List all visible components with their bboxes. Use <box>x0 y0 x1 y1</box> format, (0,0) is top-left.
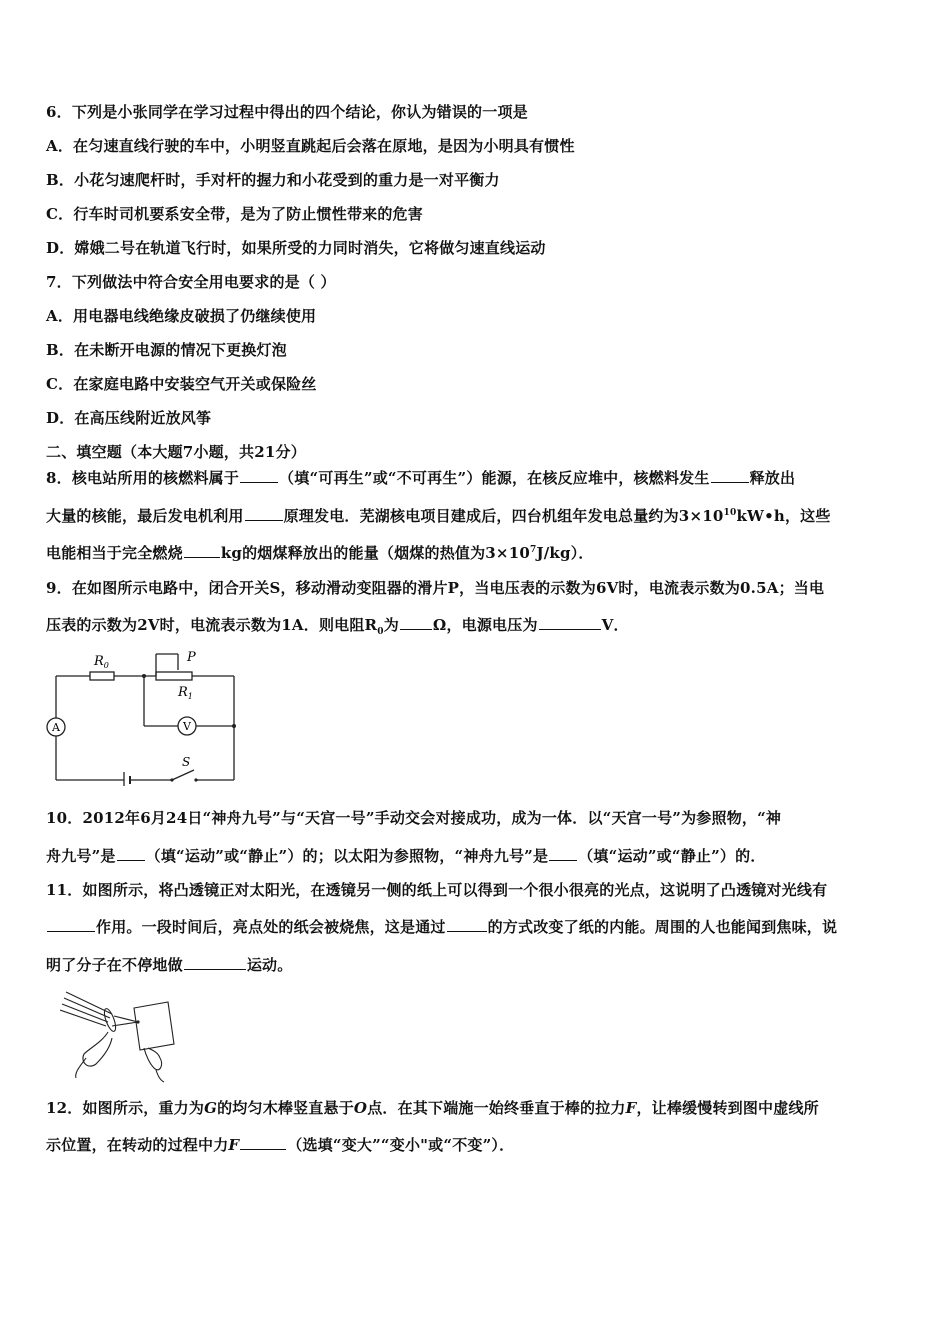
q6-option-d: D．嫦娥二号在轨道飞行时，如果所受的力同时消失，它将做匀速直线运动 <box>46 239 546 257</box>
junction-dot <box>142 674 146 678</box>
q7-stem: 7．下列做法中符合安全用电要求的是（ ） <box>46 273 336 291</box>
q6-option-a: A．在匀速直线行驶的车中，小明竖直跳起后会落在原地，是因为小明具有惯性 <box>46 137 575 155</box>
q12-blank-1[interactable] <box>240 1135 286 1150</box>
label-r0: $R_0$ <box>94 654 109 670</box>
q11-blank-3[interactable] <box>184 955 246 970</box>
label-switch: S <box>182 755 191 769</box>
q11-line1: 11．如图所示，将凸透镜正对太阳光，在透镜另一侧的纸上可以得到一个很小很亮的光点，这说明了凸透镜对光线有 <box>46 881 828 899</box>
section-heading: 二、填空题（本大题7小题，共21分） <box>46 443 306 461</box>
switch-contact <box>170 778 173 781</box>
circuit-diagram <box>44 648 244 786</box>
left-arm <box>76 1058 86 1078</box>
q11-line3: 明了分子在不停地做 运动。 <box>46 956 293 974</box>
q9-line1: 9．在如图所示电路中，闭合开关S，移动滑动变阻器的滑片P，当电压表的示数为6V时，电流表示数为0.5A；当电 <box>46 579 825 597</box>
refracted-ray <box>112 1022 138 1026</box>
q10-line2: 舟九号”是 （填“运动”或“静止”）的；以太阳为参照物，“神舟九号”是 （填“运动”或“静止”）的． <box>46 847 766 865</box>
q8-line2: 大量的核能，最后发电机利用 原理发电．芜湖核电项目建成后，四台机组年发电总量约为$3\times 10^{10}kW•h$，这些 <box>46 507 831 525</box>
q8-blank-3[interactable] <box>245 506 283 521</box>
q7-option-a: A．用电器电线绝缘皮破损了仍继续使用 <box>46 307 317 325</box>
q8-line1: 8．核电站所用的核燃料属于 （填“可再生”或“不可再生”）能源，在核反应堆中，核燃料发生 释放出 <box>46 469 796 487</box>
q9-blank-1[interactable] <box>400 615 432 630</box>
label-ammeter: A <box>52 721 60 734</box>
q8-blank-1[interactable] <box>240 468 278 483</box>
switch-s <box>172 770 194 780</box>
switch-contact <box>194 778 197 781</box>
q11-blank-2[interactable] <box>447 917 487 932</box>
q7-option-c: C．在家庭电路中安装空气开关或保险丝 <box>46 375 317 393</box>
rheostat-r1 <box>156 672 192 680</box>
q10-blank-2[interactable] <box>549 846 577 861</box>
convex-lens <box>102 1007 118 1032</box>
right-arm <box>156 1070 164 1082</box>
q11-blank-1[interactable] <box>47 917 95 932</box>
focus-spot <box>136 1020 139 1023</box>
right-hand <box>144 1048 162 1070</box>
resistor-r0 <box>90 672 114 680</box>
q9-line2: 压表的示数为2V时，电流表示数为1A．则电阻$R_0$为 Ω，电源电压为 V． <box>46 616 629 637</box>
q10-blank-1[interactable] <box>117 846 145 861</box>
refracted-ray <box>114 1016 138 1022</box>
label-r1: $R_1$ <box>178 685 193 701</box>
paper-sheet <box>134 1002 174 1050</box>
junction-dot <box>232 724 236 728</box>
left-hand <box>83 1032 112 1066</box>
q12-line1: 12．如图所示，重力为G的均匀木棒竖直悬于O点．在其下端施一始终垂直于棒的拉力F，让棒缓慢转到图中虚线所 <box>46 1099 819 1117</box>
q9-blank-2[interactable] <box>539 615 601 630</box>
q8-blank-2[interactable] <box>711 468 749 483</box>
q6-option-c: C．行车时司机要系安全带，是为了防止惯性带来的危害 <box>46 205 423 223</box>
q11-line2: 作用。一段时间后，亮点处的纸会被烧焦，这是通过 的方式改变了纸的内能。周围的人也能闻到焦味，说 <box>46 917 837 937</box>
q6-option-b: B．小花匀速爬杆时，手对杆的握力和小花受到的重力是一对平衡力 <box>46 171 500 189</box>
q7-option-d: D．在高压线附近放风筝 <box>46 409 212 427</box>
q8-line3: 电能相当于完全燃烧 kg的烟煤释放出的能量（烟煤的热值为$3\times 10^7J/kg$）． <box>46 544 594 562</box>
label-voltmeter: V <box>183 720 191 733</box>
q10-line1: 10．2012年6月24日“神舟九号”与“天宫一号”手动交会对接成功，成为一体．以“天宫一号”为参照物，“神 <box>46 809 782 827</box>
q8-blank-4[interactable] <box>184 543 220 558</box>
q6-stem: 6．下列是小张同学在学习过程中得出的四个结论，你认为错误的一项是 <box>46 103 528 121</box>
q12-line2: 示位置，在转动的过程中力F （选填“变大”“变小"或“不变”）． <box>46 1136 515 1154</box>
lens-figure <box>60 988 180 1084</box>
label-p: P <box>187 650 196 665</box>
q7-option-b: B．在未断开电源的情况下更换灯泡 <box>46 341 287 359</box>
